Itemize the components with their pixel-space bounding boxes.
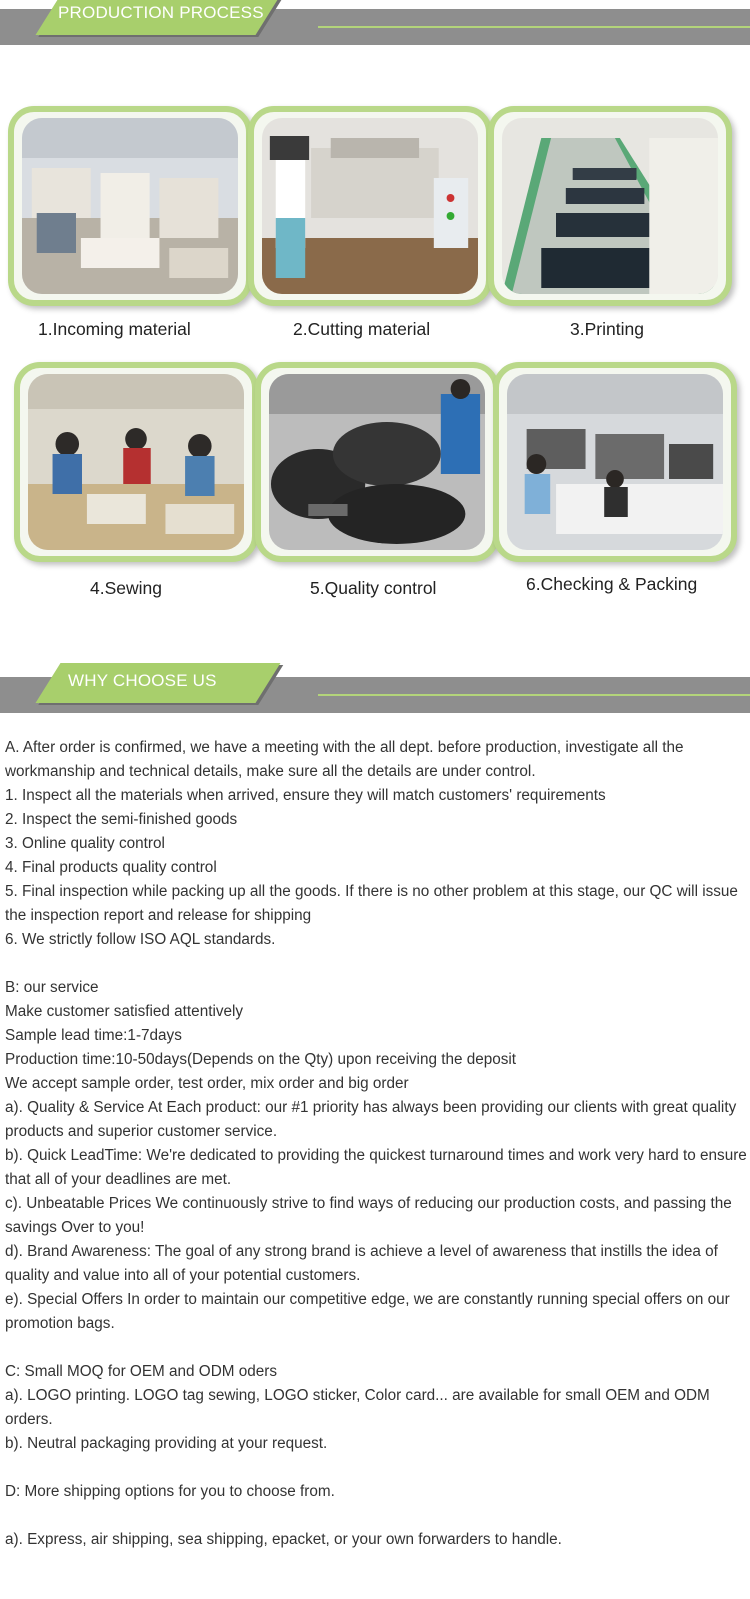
list-item: 1. Inspect all the materials when arrived, ensure they will match customers' requirements xyxy=(5,787,606,804)
list-item: d). Brand Awareness: The goal of any strong brand is achieve a level of awareness that instills the idea of quality and value into all of your potential customers. xyxy=(5,1243,718,1284)
step-label: 3.Printing xyxy=(570,319,644,339)
section-b-intro: B: our service xyxy=(5,979,99,996)
incoming-material-photo xyxy=(22,118,238,294)
section-c-intro: C: Small MOQ for OEM and ODM oders xyxy=(5,1363,278,1380)
why-choose-us-text xyxy=(5,736,750,1552)
sewing-photo xyxy=(28,374,244,550)
section-a-intro: A. After order is confirmed, we have a meeting with the all dept. before production, investigate all the workmanship and technical details, make sure all the details are under control. xyxy=(5,739,684,780)
list-item: We accept sample order, test order, mix order and big order xyxy=(5,1075,409,1092)
list-item: 4. Final products quality control xyxy=(5,859,217,876)
list-item: 3. Online quality control xyxy=(5,835,165,852)
step-photo-frame xyxy=(255,362,499,562)
list-item: a). Quality & Service At Each product: our #1 priority has always been providing our clients with great quality products and superior customer service. xyxy=(5,1099,737,1140)
step-photo-frame xyxy=(493,362,737,562)
step-photo-frame xyxy=(248,106,492,306)
why-choose-us-title: WHY CHOOSE US xyxy=(68,671,217,690)
list-item: e). Special Offers In order to maintain our competitive edge, we are constantly running special offers on our promotion bags. xyxy=(5,1291,730,1332)
step-label: 2.Cutting material xyxy=(293,319,431,339)
list-item: a). LOGO printing. LOGO tag sewing, LOGO sticker, Color card... are available for small OEM and ODM orders. xyxy=(5,1387,710,1428)
list-item: Make customer satisfied attentively xyxy=(5,1003,244,1020)
step-label: 5.Quality control xyxy=(310,578,437,598)
section-d-intro: D: More shipping options for you to choose from. xyxy=(5,1483,335,1500)
quality-control-photo xyxy=(269,374,485,550)
list-item: Sample lead time:1-7days xyxy=(5,1027,182,1044)
step-label: 1.Incoming material xyxy=(38,319,191,339)
list-item: Production time:10-50days(Depends on the Qty) upon receiving the deposit xyxy=(5,1051,517,1068)
step-photo-frame xyxy=(8,106,252,306)
list-item: b). Neutral packaging providing at your request. xyxy=(5,1435,328,1452)
why-choose-us-banner xyxy=(0,671,750,713)
cutting-material-photo xyxy=(262,118,478,294)
list-item: b). Quick LeadTime: We're dedicated to providing the quickest turnaround times and work very hard to ensure that all of your deadlines are met. xyxy=(5,1147,747,1188)
printing-photo xyxy=(502,118,718,294)
step-photo-frame xyxy=(488,106,732,306)
checking-packing-photo xyxy=(507,374,723,550)
production-process-banner xyxy=(0,3,750,45)
step-label: 4.Sewing xyxy=(90,578,162,598)
list-item: 2. Inspect the semi-finished goods xyxy=(5,811,238,828)
list-item: 6. We strictly follow ISO AQL standards. xyxy=(5,931,276,948)
production-process-title: PRODUCTION PROCESS xyxy=(58,3,264,22)
banner-divider xyxy=(318,694,750,696)
list-item: 5. Final inspection while packing up all the goods. If there is no other problem at this stage, our QC will issue the inspection report and release for shipping xyxy=(5,883,738,924)
step-photo-frame xyxy=(14,362,258,562)
step-label: 6.Checking & Packing xyxy=(526,574,698,594)
list-item: c). Unbeatable Prices We continuously strive to find ways of reducing our production costs, and passing the savings Over to you! xyxy=(5,1195,732,1236)
banner-divider xyxy=(318,26,750,28)
list-item: a). Express, air shipping, sea shipping, epacket, or your own forwarders to handle. xyxy=(5,1531,562,1548)
